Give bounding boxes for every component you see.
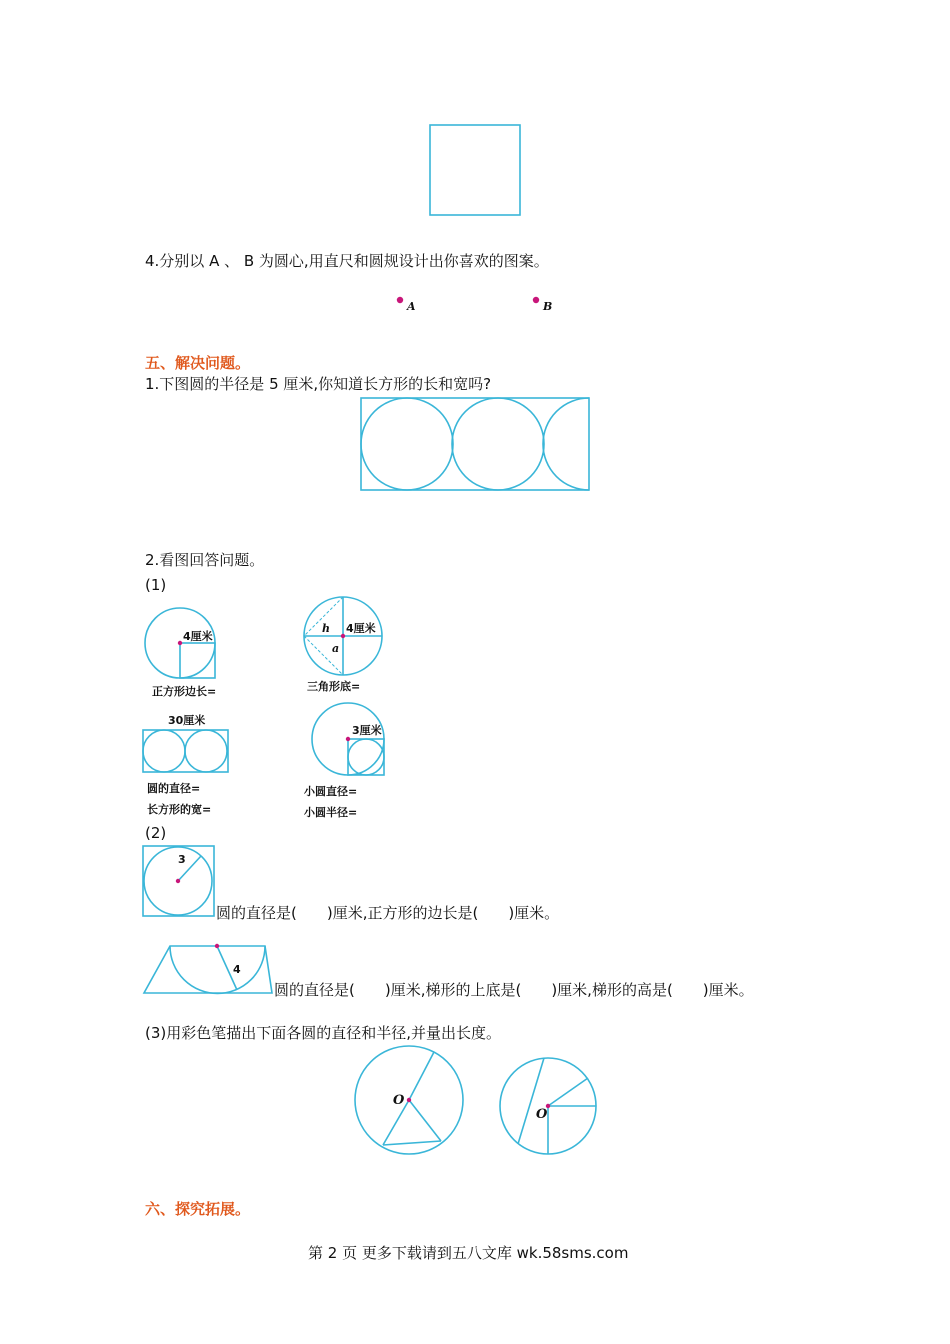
page-footer: 第 2 页 更多下载请到五八文库 wk.58sms.com bbox=[308, 1244, 629, 1262]
circle-1-center-label: O bbox=[393, 1093, 405, 1108]
fig3-caption-2: 长方形的宽= bbox=[147, 803, 212, 816]
fig5-label: 3 bbox=[178, 853, 186, 866]
fig6-text: 圆的直径是( )厘米,梯形的上底是( )厘米,梯形的高是( )厘米。 bbox=[274, 981, 754, 999]
fig1-caption: 正方形边长= bbox=[152, 685, 217, 698]
part-1-label: (1) bbox=[145, 576, 167, 594]
point-a-label: A bbox=[407, 300, 416, 313]
fig4-caption-1: 小圆直径= bbox=[304, 785, 358, 798]
section-5-q1: 1.下图圆的半径是 5 厘米,你知道长方形的长和宽吗? bbox=[145, 375, 492, 393]
part-3-text: (3)用彩色笔描出下面各圆的直径和半径,并量出长度。 bbox=[145, 1024, 502, 1042]
fig2-a-label: a bbox=[332, 642, 340, 655]
fig2-caption: 三角形底= bbox=[307, 680, 361, 693]
fig6-label: 4 bbox=[233, 963, 241, 976]
section-6-title: 六、探究拓展。 bbox=[145, 1200, 251, 1218]
point-b-label: B bbox=[543, 300, 553, 313]
fig1-label: 4厘米 bbox=[183, 630, 213, 643]
section-5-q2: 2.看图回答问题。 bbox=[145, 551, 265, 569]
circle-2-center-label: O bbox=[536, 1107, 548, 1122]
fig3-label: 30厘米 bbox=[168, 714, 206, 727]
section-5-title: 五、解决问题。 bbox=[145, 354, 251, 372]
question-4-text: 4.分别以 A 、 B 为圆心,用直尺和圆规设计出你喜欢的图案。 bbox=[145, 252, 549, 270]
fig2-label: 4厘米 bbox=[346, 622, 376, 635]
part-2-label: (2) bbox=[145, 824, 167, 842]
fig4-label: 3厘米 bbox=[352, 724, 382, 737]
fig3-caption-1: 圆的直径= bbox=[147, 782, 201, 795]
fig5-text: 圆的直径是( )厘米,正方形的边长是( )厘米。 bbox=[216, 904, 560, 922]
fig4-caption-2: 小圆半径= bbox=[304, 806, 358, 819]
fig2-h-label: h bbox=[322, 622, 330, 635]
